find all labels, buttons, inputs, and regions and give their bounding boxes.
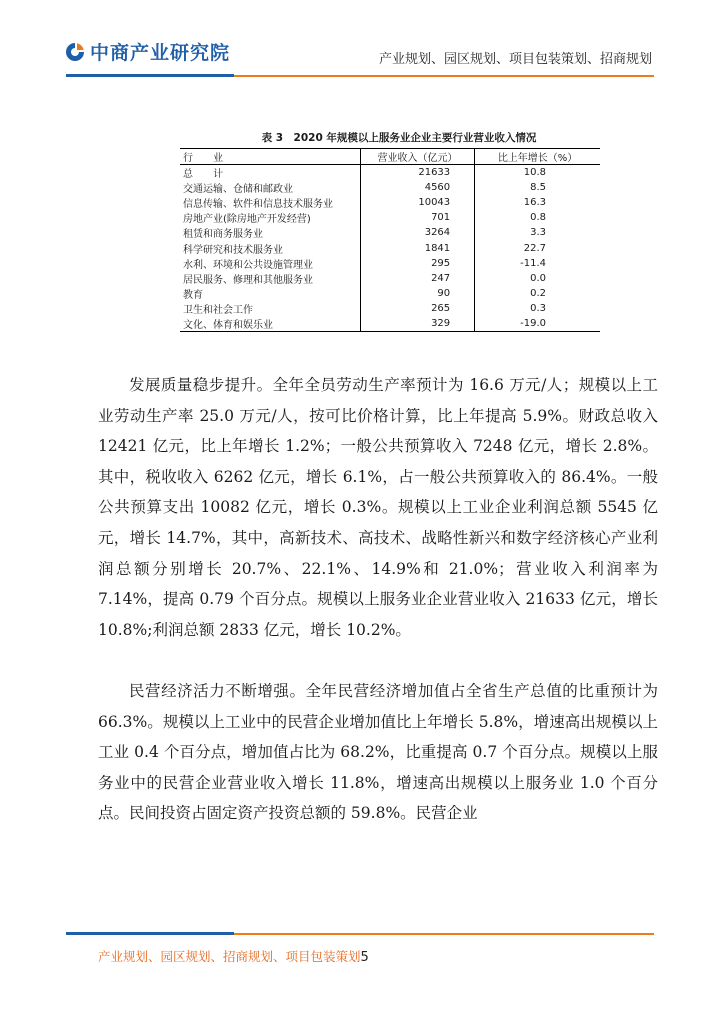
footer-text: 产业规划、园区规划、招商规划、项目包装策划 xyxy=(98,949,361,964)
cell-industry: 租赁和商务服务业 xyxy=(180,225,360,240)
cell-industry: 房地产业(除房地产开发经营) xyxy=(180,210,360,225)
cell-growth: 0.2 xyxy=(530,287,546,299)
footer-divider-orange xyxy=(234,933,654,935)
cell-growth: 0.0 xyxy=(530,272,546,284)
cell-growth: 3.3 xyxy=(530,227,546,239)
cell-revenue: 265 xyxy=(360,301,474,316)
cell-growth: 8.5 xyxy=(530,182,546,194)
cell-growth: 16.3 xyxy=(523,197,546,209)
revenue-table-block xyxy=(180,130,610,332)
paragraph-development-quality: 发展质量稳步提升。全年全员劳动生产率预计为 16.6 万元/人；规模以上工业劳动生产率 25.0 万元/人，按可比价格计算，比上年提高 5.9%。财政总收入 12421 亿元，比上年增长 1.2%；一般公共预算收入 7248 亿元，增长 2.8%。其中，税收收入 6262 亿元，增长 6.1%，占一般公共预算收入的 86.4%。一般公共预算支出 10082 亿元，增长 0.3%。规模以上工业企业利润总额 5545 亿元，增长 14.7%，其中，高新技术、高技术、战略性新兴和数字经济核心产业利润总额分别增长 20.7%、22.1%、14.9%和 21.0%；营业收入利润率为 7.14%，提高 0.79 个百分点。规模以上服务业企业营业收入 21633 亿元，增长 10.8%;利润总额 2833 亿元，增长 10.2%。 xyxy=(98,376,658,639)
header-revenue: 营业收入（亿元） xyxy=(360,149,474,165)
cell-growth: 22.7 xyxy=(523,242,546,254)
header-growth: 比上年增长（%） xyxy=(497,153,578,164)
revenue-table xyxy=(180,148,600,332)
page-number: 5 xyxy=(360,950,369,965)
table-row xyxy=(180,240,600,255)
cell-industry: 水利、环境和公共设施管理业 xyxy=(180,256,360,271)
cell-growth: 10.8 xyxy=(523,167,546,179)
table-row xyxy=(180,316,600,332)
page-header xyxy=(0,0,724,80)
cell-revenue: 701 xyxy=(360,210,474,225)
cell-growth: -11.4 xyxy=(520,257,546,269)
logo-icon xyxy=(64,41,86,63)
header-divider-orange xyxy=(234,75,654,77)
table-row xyxy=(180,286,600,301)
table-row xyxy=(180,210,600,225)
cell-revenue: 90 xyxy=(360,286,474,301)
table-row xyxy=(180,256,600,271)
cell-revenue: 1841 xyxy=(360,240,474,255)
cell-industry: 卫生和社会工作 xyxy=(180,301,360,316)
table-caption: 表 3 2020 年规模以上服务业企业主要行业营业收入情况 xyxy=(261,132,537,144)
cell-industry: 交通运输、仓储和邮政业 xyxy=(180,180,360,195)
cell-revenue: 4560 xyxy=(360,180,474,195)
table-row xyxy=(180,301,600,316)
cell-revenue: 3264 xyxy=(360,225,474,240)
cell-industry: 总 计 xyxy=(180,165,360,181)
cell-growth: 0.3 xyxy=(530,302,546,314)
header-tagline: 产业规划、园区规划、项目包装策划、招商规划 xyxy=(378,52,652,67)
table-row xyxy=(180,165,600,181)
page-footer xyxy=(98,947,369,965)
cell-industry: 文化、体育和娱乐业 xyxy=(180,316,360,332)
table-row xyxy=(180,225,600,240)
header-divider-blue xyxy=(66,74,234,77)
cell-industry: 科学研究和技术服务业 xyxy=(180,240,360,255)
table-header-row xyxy=(180,149,600,165)
logo-text: 中商产业研究院 xyxy=(90,42,231,64)
table-row xyxy=(180,195,600,210)
table-row xyxy=(180,271,600,286)
cell-industry: 教育 xyxy=(180,286,360,301)
cell-industry: 居民服务、修理和其他服务业 xyxy=(180,271,360,286)
footer-divider-blue xyxy=(66,932,234,935)
logo[interactable] xyxy=(64,38,230,65)
cell-revenue: 295 xyxy=(360,256,474,271)
table-row xyxy=(180,180,600,195)
cell-revenue: 21633 xyxy=(360,165,474,181)
cell-growth: 0.8 xyxy=(530,212,546,224)
cell-industry: 信息传输、软件和信息技术服务业 xyxy=(180,195,360,210)
paragraph-private-economy: 民营经济活力不断增强。全年民营经济增加值占全省生产总值的比重预计为 66.3%。规模以上工业中的民营企业增加值比上年增长 5.8%，增速高出规模以上工业 0.4 个百分点，增加值占比为 68.2%，比重提高 0.7 个百分点。规模以上服务业中的民营企业营业收入增长 11.8%，增速高出规模以上服务业 1.0 个百分点。民间投资占固定资产投资总额的 59.8%。民营企业 xyxy=(98,681,658,823)
header-industry: 行 业 xyxy=(180,149,360,165)
cell-revenue: 329 xyxy=(360,316,474,332)
cell-growth: -19.0 xyxy=(520,317,546,329)
cell-revenue: 10043 xyxy=(360,195,474,210)
body-text xyxy=(98,370,658,829)
cell-revenue: 247 xyxy=(360,271,474,286)
